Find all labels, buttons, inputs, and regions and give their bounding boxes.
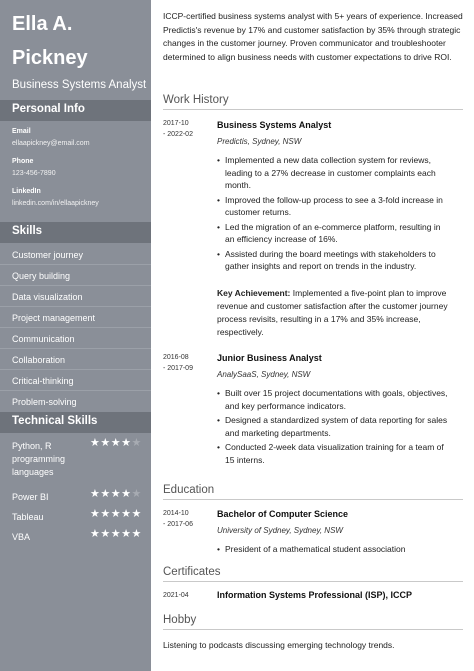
main-content <box>151 0 474 671</box>
star-filled-icon: ★ <box>121 508 132 520</box>
star-filled-icon: ★ <box>121 437 132 449</box>
technical-skills-heading: Technical Skills <box>0 412 151 433</box>
hobby-text: Listening to podcasts discussing emerging technology trends. <box>163 640 395 650</box>
skill-divider <box>0 306 151 307</box>
star-filled-icon: ★ <box>121 488 132 500</box>
star-filled-icon: ★ <box>100 508 111 520</box>
phone-value: 123-456-7890 <box>12 170 56 177</box>
job-bullet: • Assisted during the board meetings with stakeholders to gather insights and report on trends in the industry. <box>217 248 449 273</box>
star-filled-icon: ★ <box>100 488 111 500</box>
skill-item: Customer journey <box>12 250 84 260</box>
job-title: Business Systems Analyst <box>217 120 332 130</box>
star-filled-icon: ★ <box>110 528 122 540</box>
job-date-end: - 2017-09 <box>163 365 193 372</box>
star-filled-icon: ★ <box>90 437 101 449</box>
education-heading: Education <box>163 484 463 500</box>
education-date-end: - 2017-06 <box>163 521 193 528</box>
name-line-2: Pickney <box>12 47 88 69</box>
rating-stars <box>90 436 142 449</box>
star-filled-icon: ★ <box>121 528 132 540</box>
technical-skill-name: Tableau <box>12 512 44 522</box>
star-filled-icon: ★ <box>110 488 122 500</box>
skill-item: Query building <box>12 271 71 281</box>
job-bullet: • Conducted 2-week data visualization training for a team of 15 interns. <box>217 441 449 466</box>
skill-item: Project management <box>12 313 96 323</box>
star-filled-icon: ★ <box>131 528 142 540</box>
rating-stars <box>90 527 142 540</box>
education-bullet: • President of a mathematical student association <box>217 543 449 556</box>
skill-item: Communication <box>12 334 75 344</box>
job-title: Junior Business Analyst <box>217 353 322 363</box>
job-date-end: - 2022-02 <box>163 131 193 138</box>
job-bullet: • Designed a standardized system of data reporting for sales and marketing departments. <box>217 414 449 439</box>
job-date-start: 2017-10 <box>163 120 189 127</box>
job-bullet: • Led the migration of an e-commerce platform, resulting in an efficiency increase of 16%. <box>217 221 449 246</box>
education-dates <box>163 508 203 530</box>
skill-item: Collaboration <box>12 355 66 365</box>
skill-divider <box>0 348 151 349</box>
phone-label: Phone <box>12 158 34 165</box>
key-achievement-label: Key Achievement: <box>217 288 291 298</box>
name-line-1: Ella A. <box>12 13 73 35</box>
technical-skill-name: Power BI <box>12 492 49 502</box>
skill-item: Critical-thinking <box>12 376 74 386</box>
profile-summary: ICCP-certified business systems analyst with 5+ years of experience. Increased Predictis's revenue by 17% and customer satisfaction by 35% through strategic changes in the customer journey. Proven communicator and troubleshooter determined to align business needs with customer expectations to drive ROI. <box>163 11 463 62</box>
skill-divider <box>0 285 151 286</box>
skill-divider <box>0 327 151 328</box>
job-date-start: 2016-08 <box>163 354 189 361</box>
skills-heading: Skills <box>0 222 151 243</box>
job-bullet-list <box>217 387 449 468</box>
star-empty-icon: ★ <box>131 488 142 500</box>
star-filled-icon: ★ <box>90 488 101 500</box>
education-date-start: 2014-10 <box>163 510 189 517</box>
job-dates <box>163 118 203 140</box>
job-company: AnalySaaS, Sydney, NSW <box>217 370 311 379</box>
star-filled-icon: ★ <box>90 508 101 520</box>
education-bullet-list <box>217 543 449 558</box>
rating-stars <box>90 507 142 520</box>
hobby-heading: Hobby <box>163 614 463 630</box>
work-history-heading: Work History <box>163 94 463 110</box>
skill-divider <box>0 369 151 370</box>
personal-info-heading: Personal Info <box>0 100 151 121</box>
job-bullet-list <box>217 154 449 275</box>
star-filled-icon: ★ <box>100 437 111 449</box>
email-value[interactable]: ellaapickney@email.com <box>12 140 90 147</box>
certificate-date: 2021-04 <box>163 592 189 599</box>
skill-divider <box>0 390 151 391</box>
job-bullet: • Implemented a new data collection system for reviews, leading to a 27% decrease in customer complaints each month. <box>217 154 449 192</box>
star-filled-icon: ★ <box>90 528 101 540</box>
key-achievement <box>217 287 451 339</box>
skill-item: Problem-solving <box>12 397 77 407</box>
certificates-heading: Certificates <box>163 566 463 582</box>
star-empty-icon: ★ <box>131 437 142 449</box>
key-achievement-text: Implemented a five-point plan to improve revenue and customer satisfaction after the customer journey process revisits, resulting in a 17% and 35% increase, respectively. <box>217 288 448 337</box>
technical-skill-name: VBA <box>12 532 31 542</box>
skill-item: Data visualization <box>12 292 83 302</box>
job-dates <box>163 352 203 374</box>
candidate-name <box>12 10 88 72</box>
education-degree: Bachelor of Computer Science <box>217 509 349 519</box>
linkedin-value[interactable]: linkedin.com/in/ellaapickney <box>12 200 99 207</box>
technical-skill-name: Python, R programming languages <box>12 441 66 477</box>
skill-divider <box>0 264 151 265</box>
job-title: Business Systems Analyst <box>12 79 147 91</box>
job-company: Predictis, Sydney, NSW <box>217 137 302 146</box>
linkedin-label: LinkedIn <box>12 188 41 195</box>
certificate-name: Information Systems Professional (ISP), ICCP <box>217 590 413 600</box>
star-filled-icon: ★ <box>110 508 122 520</box>
star-filled-icon: ★ <box>110 437 122 449</box>
sidebar <box>0 0 151 671</box>
star-filled-icon: ★ <box>100 528 111 540</box>
star-filled-icon: ★ <box>131 508 142 520</box>
rating-stars <box>90 487 142 500</box>
email-label: Email <box>12 128 31 135</box>
job-bullet: • Improved the follow-up process to see a 3-fold increase in customer returns. <box>217 194 449 219</box>
education-school: University of Sydney, Sydney, NSW <box>217 526 343 535</box>
job-bullet: • Built over 15 project documentations with goals, objectives, and key performance indicators. <box>217 387 449 412</box>
